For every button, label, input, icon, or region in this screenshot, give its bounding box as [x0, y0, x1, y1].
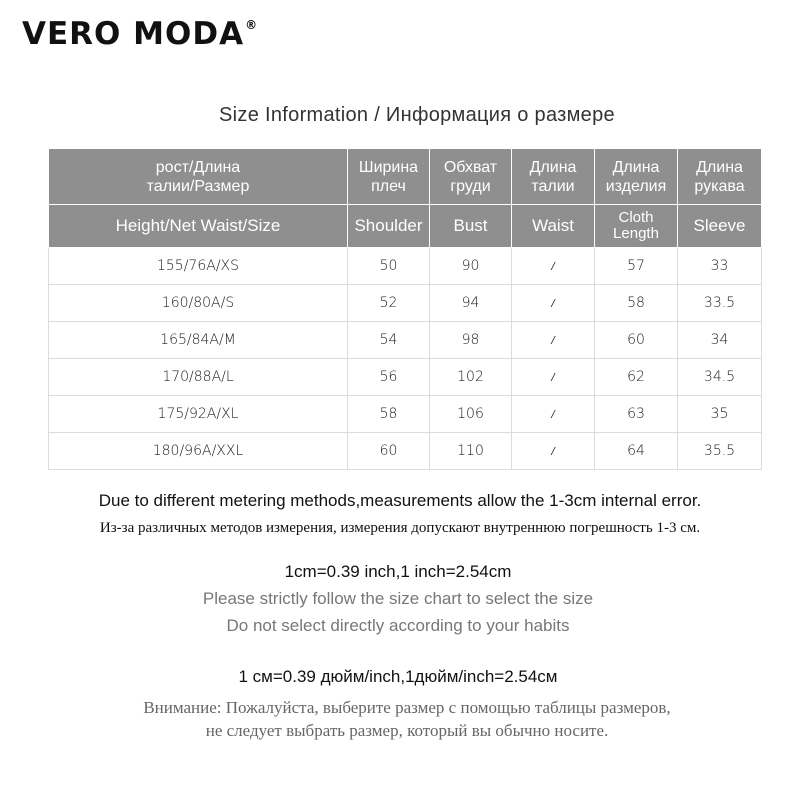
header-text: Ширина	[358, 158, 419, 176]
table-cell: 63	[595, 396, 678, 433]
table-cell: 60	[348, 433, 430, 470]
table-cell: 35	[678, 396, 762, 433]
table-cell: 50	[348, 248, 430, 285]
header-text: рост/Длина	[155, 158, 241, 176]
table-cell: /	[512, 396, 595, 433]
table-row	[49, 285, 762, 322]
header-text: плеч	[371, 177, 406, 195]
table-cell: 90	[430, 248, 512, 285]
header-text: Bust	[453, 216, 488, 235]
header-text: талии	[531, 177, 575, 195]
attention-note-line-2: не следует выбрать размер, который вы обычно носите.	[205, 721, 609, 740]
header-text: Height/Net Waist/Size	[115, 216, 281, 235]
header-cell-en	[595, 205, 678, 248]
header-text: Cloth	[618, 209, 654, 226]
brand-logo	[22, 16, 258, 52]
table-cell: 155/76A/XS	[49, 248, 348, 285]
header-cell-ru	[512, 149, 595, 205]
table-cell: /	[512, 359, 595, 396]
header-cell-en	[512, 205, 595, 248]
table-cell: 58	[595, 285, 678, 322]
table-cell: 57	[595, 248, 678, 285]
table-cell: 58	[348, 396, 430, 433]
header-text: Длина	[612, 158, 660, 176]
table-cell: 64	[595, 433, 678, 470]
table-cell: 54	[348, 322, 430, 359]
table-cell: 175/92A/XL	[49, 396, 348, 433]
header-text: Длина	[529, 158, 577, 176]
brand-name: VERO MODA	[22, 16, 245, 52]
size-table	[48, 148, 762, 470]
header-cell-ru	[348, 149, 430, 205]
header-text: груди	[450, 177, 491, 195]
table-cell: 160/80A/S	[49, 285, 348, 322]
page-title: Size Information / Информация о размере	[219, 104, 615, 126]
attention-note-line-1: Внимание: Пожалуйста, выберите размер с помощью таблицы размеров,	[143, 698, 671, 717]
header-cell-ru	[430, 149, 512, 205]
header-text: Обхват	[443, 158, 498, 176]
header-text: Sleeve	[693, 216, 746, 235]
habits-note: Do not select directly according to your habits	[226, 616, 570, 635]
header-row-ru	[49, 149, 762, 205]
table-cell: 98	[430, 322, 512, 359]
table-row	[49, 359, 762, 396]
table-cell: /	[512, 433, 595, 470]
header-text: Waist	[532, 216, 574, 235]
table-cell: /	[512, 285, 595, 322]
conversion-note-en: 1cm=0.39 inch,1 inch=2.54cm	[284, 562, 512, 581]
table-cell: 33.5	[678, 285, 762, 322]
table-cell: 52	[348, 285, 430, 322]
header-text: рукава	[694, 177, 745, 195]
table-cell: 110	[430, 433, 512, 470]
table-cell: 56	[348, 359, 430, 396]
header-cell-en	[49, 205, 348, 248]
table-cell: 106	[430, 396, 512, 433]
header-cell-en	[678, 205, 762, 248]
table-cell: 170/88A/L	[49, 359, 348, 396]
conversion-note-ru: 1 см=0.39 дюйм/inch,1дюйм/inch=2.54см	[238, 667, 558, 686]
table-row	[49, 396, 762, 433]
table-cell: 180/96A/XXL	[49, 433, 348, 470]
error-note-ru: Из-за различных методов измерения, измерения допускают внутреннюю погрешность 1-3 см.	[99, 520, 701, 536]
header-text: Длина	[696, 158, 743, 176]
header-cell-ru	[678, 149, 762, 205]
header-cell-en	[430, 205, 512, 248]
header-cell-en	[348, 205, 430, 248]
table-cell: 35.5	[678, 433, 762, 470]
table-cell: 60	[595, 322, 678, 359]
header-cell-ru	[595, 149, 678, 205]
table-cell: 34	[678, 322, 762, 359]
header-text: Shoulder	[354, 216, 423, 235]
header-text: талии/Размер	[146, 177, 250, 195]
table-cell: 62	[595, 359, 678, 396]
error-note-en: Due to different metering methods,measurements allow the 1-3cm internal error.	[98, 491, 702, 510]
table-cell: 34.5	[678, 359, 762, 396]
table-row	[49, 322, 762, 359]
table-cell: 94	[430, 285, 512, 322]
registered-mark: ®	[245, 18, 259, 32]
header-text: Length	[613, 225, 659, 242]
table-row	[49, 433, 762, 470]
table-cell: 102	[430, 359, 512, 396]
table-cell: /	[512, 248, 595, 285]
size-table-body	[49, 149, 762, 470]
header-row-en	[49, 205, 762, 248]
table-cell: 165/84A/M	[49, 322, 348, 359]
header-cell-ru	[49, 149, 348, 205]
table-cell: 33	[678, 248, 762, 285]
follow-chart-note: Please strictly follow the size chart to select the size	[202, 589, 594, 608]
table-cell: /	[512, 322, 595, 359]
header-text: изделия	[605, 177, 667, 195]
table-row	[49, 248, 762, 285]
